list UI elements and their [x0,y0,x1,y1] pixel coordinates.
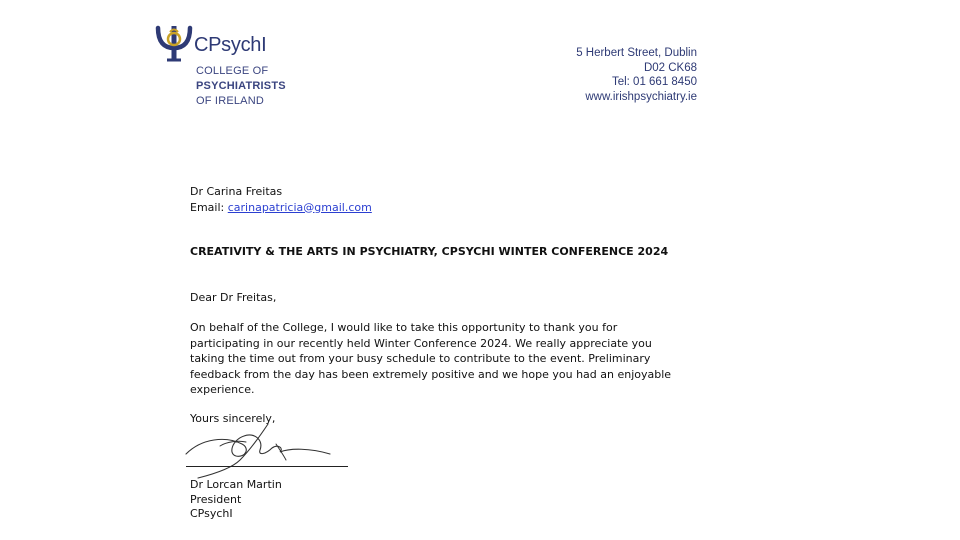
address-tel: Tel: 01 661 8450 [611,76,697,88]
recipient-block [190,184,372,215]
salutation: Dear Dr Freitas, [190,291,277,304]
signature-line [186,466,348,467]
handwritten-signature [180,420,355,480]
logo-sub-line: OF IRELAND [196,95,265,107]
letter-body: On behalf of the College, I would like to take this opportunity to thank you for participating in our recently held Winter Conference 2024. We really appreciate you taking the time out from your busy schedule to contribute to the event. Preliminary feedback from the day has been extremely positive and we hope you had an enjoyable experience. [190,321,672,396]
address-street: 5 Herbert Street, Dublin [576,47,697,59]
address-postcode: D02 CK68 [643,61,697,74]
logo-sub-line: COLLEGE OF [196,65,269,77]
recipient-email-row [190,200,372,216]
psi-logo-icon [155,22,193,62]
signer-title: President [190,492,242,506]
closing: Yours sincerely, [190,412,276,425]
signer-name: Dr Lorcan Martin [190,478,282,491]
recipient-name: Dr Carina Freitas [190,185,283,198]
signoff-block [190,478,282,522]
address-web: www.irishpsychiatry.ie [585,90,697,103]
email-label: Email: [190,200,225,214]
letter-subject: CREATIVITY & THE ARTS IN PSYCHIATRY, CPSYCHI WINTER CONFERENCE 2024 [190,245,669,258]
logo-brand-name: CPsychI [194,34,267,56]
logo-subtitle [196,64,286,109]
address-block [576,46,697,104]
signer-org: CPsychI [190,507,233,520]
recipient-email-link[interactable]: carinapatricia@gmail.com [227,200,372,214]
logo-sub-line: PSYCHIATRISTS [196,80,286,92]
